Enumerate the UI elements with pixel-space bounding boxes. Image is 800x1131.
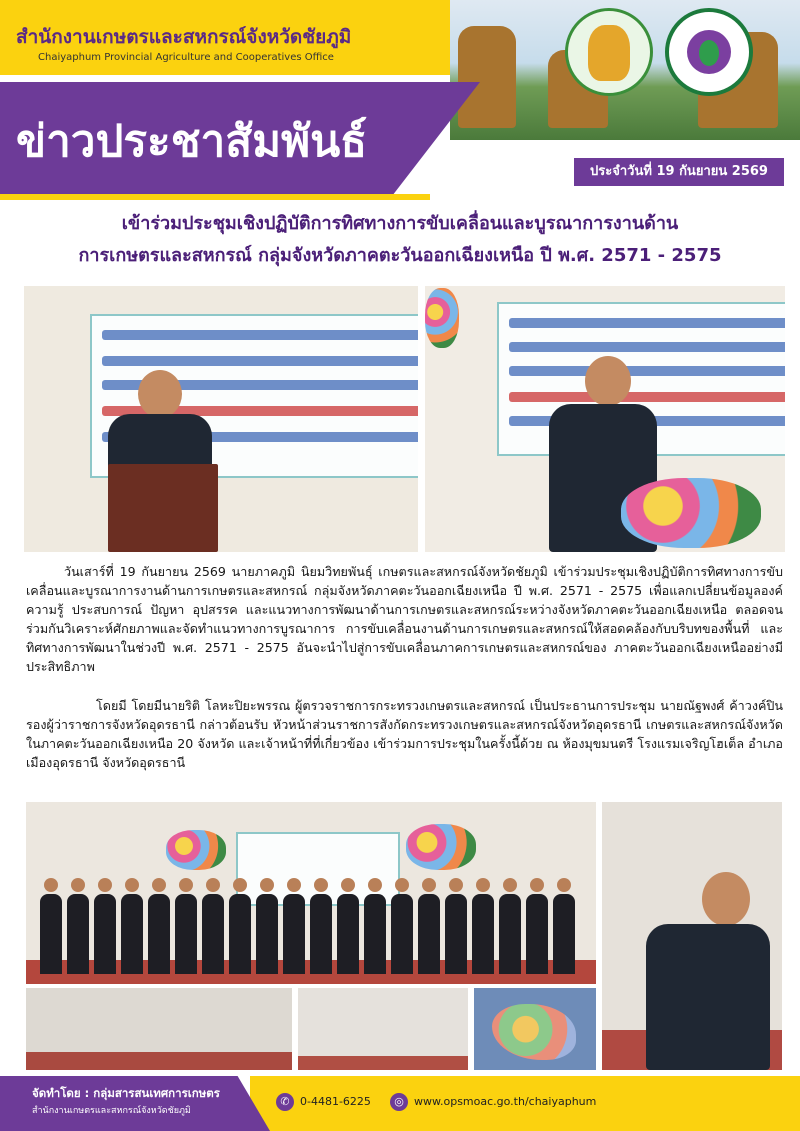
attendee-figure bbox=[553, 878, 575, 974]
attendee-figure bbox=[364, 878, 386, 974]
producer-label: จัดทำโดย : กลุ่มสารสนเทศการเกษตร bbox=[32, 1086, 220, 1100]
map-slide bbox=[492, 1004, 576, 1060]
photo-group bbox=[26, 802, 596, 984]
attendee-figure bbox=[472, 878, 494, 974]
attendee-figure bbox=[175, 878, 197, 974]
headline-line-2: การเกษตรและสหกรณ์ กลุ่มจังหวัดภาคตะวันออกเฉียงเหนือ ปี พ.ศ. 2571 - 2575 bbox=[78, 245, 722, 266]
date-badge: ประจำวันที่ 19 กันยายน 2569 bbox=[574, 158, 784, 186]
phone-number[interactable]: 0-4481-6225 bbox=[300, 1095, 371, 1108]
photo-meeting-attendees bbox=[298, 988, 468, 1070]
photo-speaker-podium bbox=[24, 286, 418, 552]
provincial-office-logo bbox=[565, 8, 653, 96]
attendee-figure bbox=[148, 878, 170, 974]
attendee-figure bbox=[418, 878, 440, 974]
attendee-figure bbox=[121, 878, 143, 974]
phone-icon: ✆ bbox=[276, 1093, 294, 1111]
attendee-figure bbox=[229, 878, 251, 974]
flower-decoration bbox=[406, 824, 476, 870]
attendee-figure bbox=[67, 878, 89, 974]
attendee-figure bbox=[94, 878, 116, 974]
attendee-figure bbox=[445, 878, 467, 974]
attendee-figure bbox=[40, 878, 62, 974]
accent-strip bbox=[0, 194, 430, 200]
attendee-figure bbox=[256, 878, 278, 974]
headline-line-1: เข้าร่วมประชุมเชิงปฏิบัติการทิศทางการขับเคลื่อนและบูรณาการงานด้าน bbox=[121, 213, 679, 234]
ministry-logo bbox=[665, 8, 753, 96]
rock-formation bbox=[458, 26, 516, 128]
flower-decoration bbox=[621, 478, 761, 548]
attendee-figure bbox=[499, 878, 521, 974]
section-title: ข่าวประชาสัมพันธ์ bbox=[16, 116, 368, 167]
attendee-figure bbox=[337, 878, 359, 974]
article-paragraph-1: วันเสาร์ที่ 19 กันยายน 2569 นายภาคภูมิ นิยมวิทยพันธุ์ เกษตรและสหกรณ์จังหวัดชัยภูมิ เข้าร่วมประชุมเชิงปฏิบัติการทิศทางการขับเคลื่อนและบูรณาการงานด้านการเกษตรและสหกรณ์ กลุ่มจังหวัดภาคตะวันออกเฉียงเหนือ ปี พ.ศ. 2571 - 2575 เพื่อแลกเปลี่ยนข้อมูลองค์ความรู้ ประสบการณ์ ปัญหา อุปสรรค และแนวทางการพัฒนาด้านการเกษตรและสหกรณ์ระหว่างจังหวัดภาคตะวันออกเฉียงเหนือ ตลอดจนร่วมกันวิเคราะห์ศักยภาพและจัดทำแนวทางการบูรณาการ การขับเคลื่อนงานด้านการเกษตรและสหกรณ์ให้สอดคล้องกับบริบทของพื้นที่ และทิศทางการพัฒนาในช่วงปี พ.ศ. 2571 - 2575 อันจะนำไปสู่การขับเคลื่อนภาคการเกษตรและสหกรณ์ของ ภาคตะวันออกเฉียงเหนืออย่างมีประสิทธิภาพ bbox=[26, 564, 783, 674]
globe-icon: ◎ bbox=[390, 1093, 408, 1111]
article-paragraph-2: โดยมี โดยมีนายริติ โลหะปิยะพรรณ ผู้ตรวจราชการกระทรวงเกษตรและสหกรณ์ เป็นประธานการประชุม นายณัฐพงศ์ ค้าวงค์ปิน รองผู้ว่าราชการจังหวัดอุดรธานี กล่าวต้อนรับ หัวหน้าส่วนราชการสังกัดกระทรวงเกษตรและสหกรณ์จังหวัดอุดรธานี เกษตรและสหกรณ์จังหวัดในภาคตะวันออกเฉียงเหนือ 20 จังหวัด และเจ้าหน้าที่ที่เกี่ยวข้อง เข้าร่วมการประชุมในครั้งนี้ด้วย ณ ห้องมุขมนตรี โรงแรมเจริญโฮเต็ล อำเภอเมืองอุดรธานี จังหวัดอุดรธานี bbox=[26, 698, 783, 770]
attendee-figure bbox=[283, 878, 305, 974]
photo-attendee-seated bbox=[602, 802, 782, 1070]
attendee-figure bbox=[310, 878, 332, 974]
flower-decoration bbox=[425, 288, 459, 348]
photo-meeting-room bbox=[26, 988, 292, 1070]
photo-presentation-slide bbox=[474, 988, 596, 1070]
podium bbox=[108, 464, 218, 552]
photo-speaker-standing bbox=[425, 286, 785, 552]
website-link[interactable]: www.opsmoac.go.th/chaiyaphum bbox=[414, 1095, 597, 1108]
org-name-th: สำนักงานเกษตรและสหกรณ์จังหวัดชัยภูมิ bbox=[16, 26, 352, 48]
producer-org: สำนักงานเกษตรและสหกรณ์จังหวัดชัยภูมิ bbox=[32, 1106, 191, 1116]
attendee-figure bbox=[391, 878, 413, 974]
flower-decoration bbox=[166, 830, 226, 870]
attendee-figure bbox=[526, 878, 548, 974]
attendee-figure bbox=[202, 878, 224, 974]
org-name-en: Chaiyaphum Provincial Agriculture and Cooperatives Office bbox=[38, 52, 334, 63]
